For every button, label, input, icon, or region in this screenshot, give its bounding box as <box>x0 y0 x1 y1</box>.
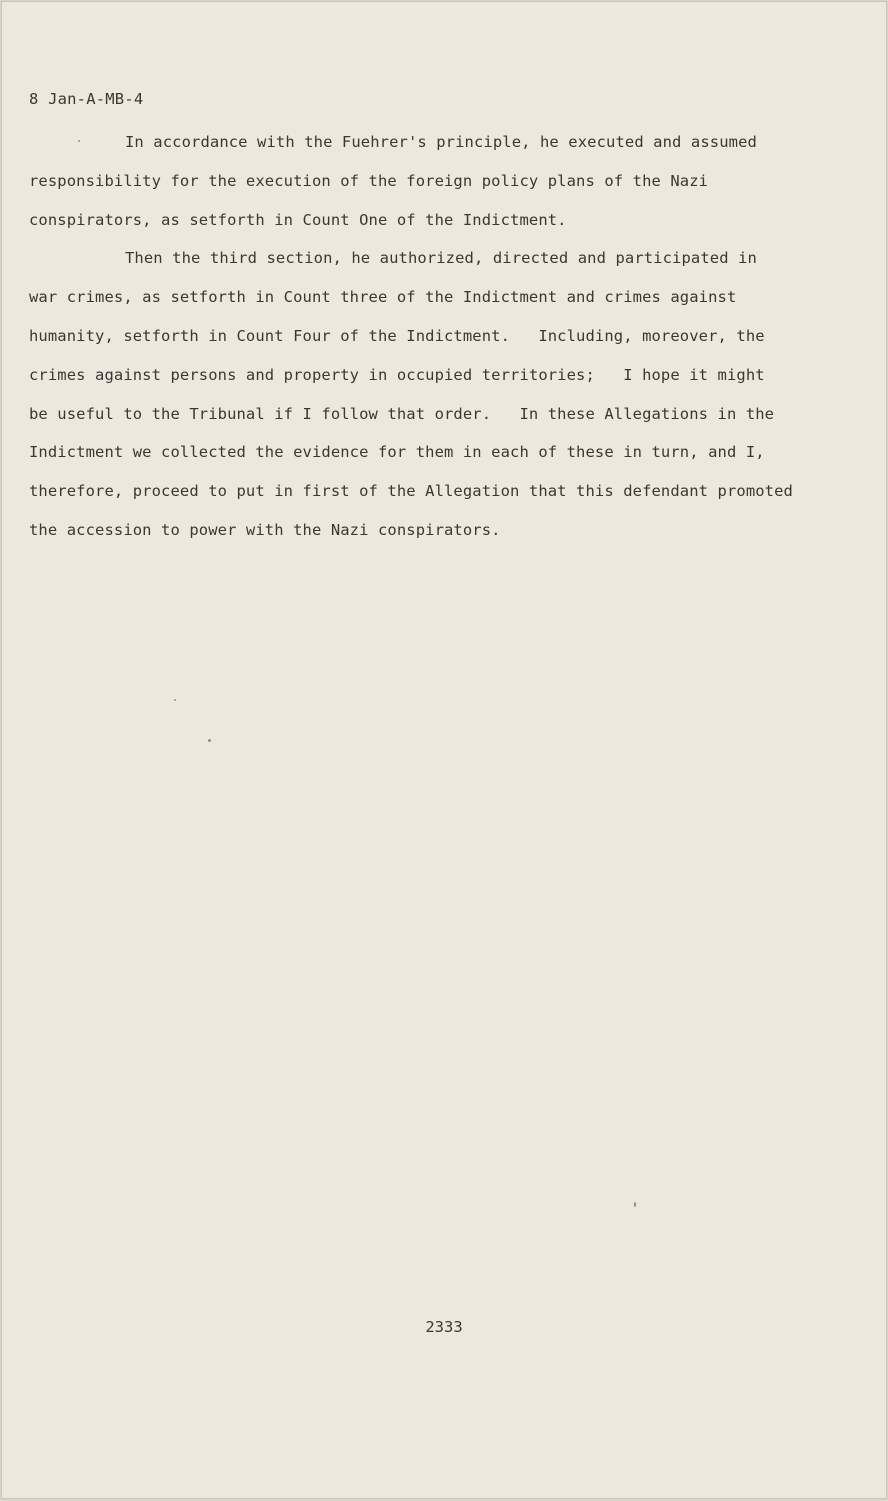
paper-speck <box>78 140 80 142</box>
text-line: crimes against persons and property in occupied territories; I hope it might <box>29 365 765 384</box>
paper-speck <box>174 699 176 701</box>
document-body <box>29 123 829 550</box>
paper-speck <box>634 1202 636 1207</box>
text-line: the accession to power with the Nazi conspirators. <box>29 520 501 539</box>
text-line: Indictment we collected the evidence for them in each of these in turn, and I, <box>29 443 765 462</box>
text-line: Then the third section, he authorized, directed and participated in <box>125 249 757 268</box>
page-number: 2333 <box>425 1318 463 1336</box>
document-page <box>1 1 887 1499</box>
paper-speck <box>208 739 211 742</box>
text-line: be useful to the Tribunal if I follow that order. In these Allegations in the <box>29 404 775 423</box>
text-line: humanity, setforth in Count Four of the Indictment. Including, moreover, the <box>29 326 765 345</box>
document-reference: 8 Jan-A-MB-4 <box>29 90 144 108</box>
text-line: therefore, proceed to put in first of the Allegation that this defendant promoted <box>29 482 793 501</box>
text-line: conspirators, as setforth in Count One of the Indictment. <box>29 210 567 229</box>
text-line: war crimes, as setforth in Count three of the Indictment and crimes against <box>29 288 737 307</box>
text-line: In accordance with the Fuehrer's principle, he executed and assumed <box>125 133 757 151</box>
text-line: responsibility for the execution of the foreign policy plans of the Nazi <box>29 171 709 190</box>
